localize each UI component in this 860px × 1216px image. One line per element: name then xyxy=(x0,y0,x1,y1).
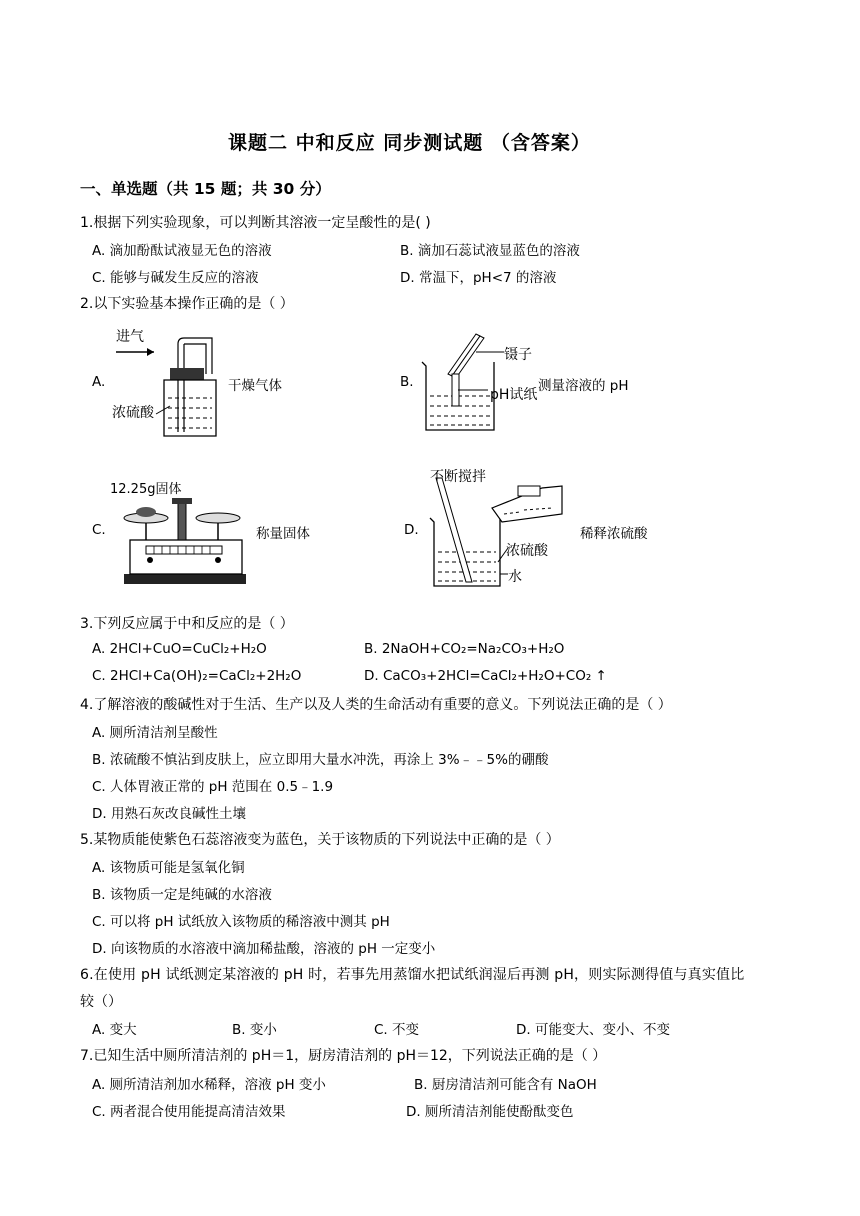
question-2-option-d-letter: D. xyxy=(404,522,419,538)
question-6-option-a: A. 变大 xyxy=(92,1022,137,1038)
question-1-option-d: D. 常温下，pH<7 的溶液 xyxy=(400,270,557,286)
gas-drying-bottle-figure xyxy=(112,324,222,440)
section-heading: 一、单选题（共 15 题；共 30 分） xyxy=(80,180,331,198)
question-2-option-b-letter: B. xyxy=(400,374,414,390)
question-1-option-a: A. 滴加酚酞试液显无色的溶液 xyxy=(92,243,272,259)
question-1-stem: 1.根据下列实验现象，可以判断其溶液一定呈酸性的是( ) xyxy=(80,215,431,231)
question-3-option-a: A. 2HCl+CuO=CuCl₂+H₂O xyxy=(92,641,267,657)
dilution-figure xyxy=(422,466,572,590)
question-1-option-b: B. 滴加石蕊试液显蓝色的溶液 xyxy=(400,243,580,259)
question-7-option-a: A. 厕所清洁剂加水稀释，溶液 pH 变小 xyxy=(92,1077,326,1093)
question-6-stem-line-1: 6.在使用 pH 试纸测定某溶液的 pH 时，若事先用蒸馏水把试纸润湿后再测 pH，则实际测得值与真实值比 xyxy=(80,967,745,983)
balance-figure xyxy=(110,478,254,586)
question-5-option-d: D. 向该物质的水溶液中滴加稀盐酸，溶液的 pH 一定变小 xyxy=(92,941,436,957)
question-2-option-c-letter: C. xyxy=(92,522,106,538)
question-6-stem-line-2: 较（） xyxy=(80,994,122,1010)
question-2-option-a-caption: 干燥气体 xyxy=(228,378,282,394)
question-3-option-c: C. 2HCl+Ca(OH)₂=CaCl₂+2H₂O xyxy=(92,668,302,684)
question-7-option-d: D. 厕所清洁剂能使酚酞变色 xyxy=(406,1104,574,1120)
question-6-option-c: C. 不变 xyxy=(374,1022,420,1038)
concentrated-acid-label-a: 浓硫酸 xyxy=(112,405,154,421)
question-2-option-d-caption: 稀释浓硫酸 xyxy=(580,526,648,542)
stir-label: 不断搅拌 xyxy=(430,469,486,485)
question-4-option-c: C. 人体胃液正常的 pH 范围在 0.5﹣1.9 xyxy=(92,779,334,795)
question-5-option-c: C. 可以将 pH 试纸放入该物质的稀溶液中测其 pH xyxy=(92,914,390,930)
question-2-option-c-caption: 称量固体 xyxy=(256,526,310,542)
question-2-option-a-letter: A. xyxy=(92,374,106,390)
question-1-option-c: C. 能够与碱发生反应的溶液 xyxy=(92,270,259,286)
page-title: 课题二 中和反应 同步测试题 （含答案） xyxy=(228,132,591,154)
question-3-stem: 3.下列反应属于中和反应的是（ ） xyxy=(80,616,294,632)
question-2-option-b-caption: 测量溶液的 pH xyxy=(538,378,629,394)
tweezers-label: 镊子 xyxy=(504,347,532,363)
concentrated-acid-label-d: 浓硫酸 xyxy=(506,543,548,559)
ph-measure-figure xyxy=(418,330,538,436)
question-4-option-d: D. 用熟石灰改良碱性土壤 xyxy=(92,806,246,822)
question-4-option-b: B. 浓硫酸不慎沾到皮肤上，应立即用大量水冲洗，再涂上 3%﹣﹣5%的硼酸 xyxy=(92,752,549,768)
question-6-option-b: B. 变小 xyxy=(232,1022,277,1038)
question-5-stem: 5.某物质能使紫色石蕊溶液变为蓝色，关于该物质的下列说法中正确的是（ ） xyxy=(80,832,560,848)
question-3-option-d: D. CaCO₃+2HCl=CaCl₂+H₂O+CO₂ ↑ xyxy=(364,668,607,684)
question-4-stem: 4.了解溶液的酸碱性对于生活、生产以及人类的生命活动有重要的意义。下列说法正确的是（ ） xyxy=(80,697,672,713)
gas-inlet-label: 进气 xyxy=(116,329,144,345)
water-label: 水 xyxy=(508,569,522,585)
ph-paper-label: pH试纸 xyxy=(490,387,538,403)
solid-mass-label: 12.25g固体 xyxy=(110,482,182,497)
question-5-option-a: A. 该物质可能是氢氧化铜 xyxy=(92,860,245,876)
question-3-option-b: B. 2NaOH+CO₂=Na₂CO₃+H₂O xyxy=(364,641,565,657)
question-6-option-d: D. 可能变大、变小、不变 xyxy=(516,1022,670,1038)
question-2-stem: 2.以下实验基本操作正确的是（ ） xyxy=(80,296,294,312)
question-4-option-a: A. 厕所清洁剂呈酸性 xyxy=(92,725,218,741)
question-7-option-c: C. 两者混合使用能提高清洁效果 xyxy=(92,1104,286,1120)
question-7-stem: 7.已知生活中厕所清洁剂的 pH＝1，厨房清洁剂的 pH＝12，下列说法正确的是（ ） xyxy=(80,1048,607,1064)
question-7-option-b: B. 厨房清洁剂可能含有 NaOH xyxy=(414,1077,597,1093)
question-5-option-b: B. 该物质一定是纯碱的水溶液 xyxy=(92,887,272,903)
